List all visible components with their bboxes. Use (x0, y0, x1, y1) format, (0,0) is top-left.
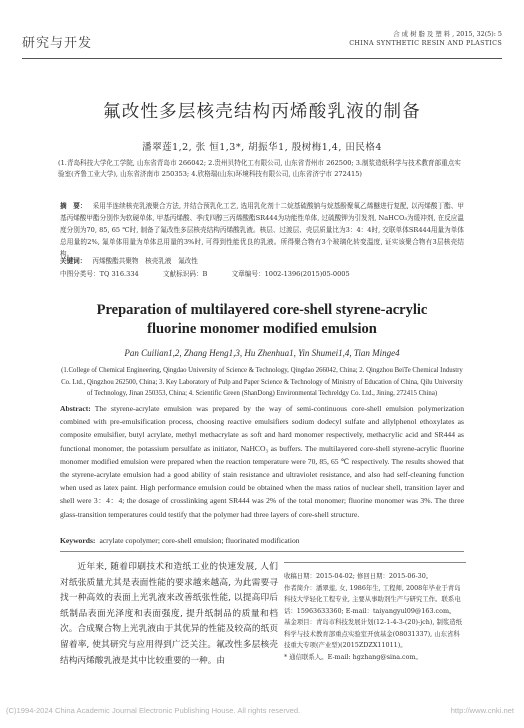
cn-abstract-text: 采用半连续核壳乳液聚合方法, 并结合预乳化工艺, 选用乳化剂十二烷基硫酸钠与烷基酚聚氧乙烯醚进行复配, 以丙烯酸丁酯、甲基丙烯酸甲酯分别作为软硬单体, 甲基丙烯酸、季戊四醇三丙烯酸酯SR444为功能性单体, 过硫酸钾为引发剂, NaHCO₃为缓冲剂, 在反应温度分别为70, 85, 65 ℃时, 制备了氟改性多层核壳结构丙烯酸乳液。核层、过渡层、壳层质量比为3：4：4时, 交联单体SR444用量为单体总用量的2%, 氟单体用量为单体总用量的3%时, 可得到性能优良的乳液。所得聚合物有3个玻璃化转变温度, 证实该聚合物有3层核壳结构。 (60, 202, 464, 258)
en-authors: Pan Cuilian1,2, Zhang Heng1,3, Hu Zhenhua1, Yin Shumei1,4, Tian Minge4 (124, 348, 400, 358)
body-divider (60, 551, 464, 552)
en-abstract-text: The styrene-acrylate emulsion was prepared by the way of semi-continuous core-shell emulsion polymerization combined with pre-emulsification process, choosing reactive emulsifiers sodium dodecyl sulfate and allylphenol ethoxylates as composite emulsifier, butyl acrylate, methyl methacrylate as soft and hard monomer respectively, methacrylic acid and SR444 as functional monomer, the potassium persulfate as initiator, NaHCO₃ as buffers. The multilayered core-shell styrene-acrylic fluorine monomer modified emulsion were prepared when the reaction temperature were 70, 85, 65 ℃ respectively. The results showed that the styrene-acrylate emulsion had a good ability of stain resistance and ultraviolet resistance, and also had self-cleaning function when used as latex paint. High performance emulsion could be obtained when the mass ratios of nuclear shell, transition layer and shell were 3：4：4; the dosage of crosslinking agent SR444 was 2% of the total monomer; fluorine monomer was 3%. The three glass-transition temperatures could testify that the polymer had three layers of core-shell structure. (60, 404, 464, 519)
en-keywords-text: acrylate copolymer; core-shell emulsion; fluorinated modification (99, 536, 300, 545)
journal-info (349, 30, 502, 48)
cn-keywords (60, 255, 464, 265)
footer-copyright: (C)1994-2024 China Academic Journal Electronic Publishing House. All rights reserved. (6, 706, 301, 715)
article-label: 文章编号： (231, 270, 265, 278)
en-title (0, 301, 524, 339)
page-header (22, 28, 502, 56)
cn-authors: 潘翠莲1,2, 张 恒1,3*, 胡振华1, 殷树梅1,4, 田民格4 (142, 142, 382, 153)
clc-label: 中图分类号： (60, 270, 100, 278)
cn-abstract (60, 200, 464, 260)
en-keywords (60, 536, 464, 545)
footnote-bio: 作者简介：潘翠莲, 女, 1986年生, 工程师, 2008年毕业于青岛科技大学轻化工程专业, 主要从事助剂生产与研究工作。联系电话：15963633360; E-mail：taiyangyul09@163.com。 (284, 583, 461, 615)
en-abstract (60, 402, 464, 521)
en-keywords-label: Keywords: (60, 536, 96, 545)
footnote-divider (284, 562, 466, 563)
journal-en: CHINA SYNTHETIC RESIN AND PLASTICS (349, 39, 502, 47)
en-affiliation: (1.College of Chemical Engineering, Qingdao University of Science & Technology, Qingdao 266042, China; 2. Qingzhou BeiTe Chemical Industry Co. Ltd., Qingzhou 262500, China; 3. Key Laboratory of Pulp and Paper Science & Technology of Ministry of Education of China, Qilu University of Technology, Jinan 250353, China; 4. Scientific Green (ShanDong) Environmental Techreldgy Co. Ltd., Jining, 272415 China) (61, 367, 463, 397)
footnote-fund: 基金项目：青岛市科技发展计划(12-1-4-3-(20)-jch), 制浆造纸科学与技术教育部重点实验室开放基金(08031337), 山东省科技重大专项(产业型)(2015ZDZX11011)。 (284, 618, 463, 649)
en-abstract-label: Abstract: (60, 404, 91, 413)
footnote-block (284, 562, 466, 663)
clc-value: TQ 316.334 (99, 270, 139, 278)
cn-affiliation: (1.青岛科技大学化工学院, 山东省青岛市 266042; 2.贵州贝特化工有限公司, 山东省青州市 262500; 3.制浆造纸科学与技术教育部重点实验室(齐鲁工业大学), 山东省济南市 250353; 4.欣格瑞(山东)环境科技有限公司, 山东省济宁市 272415) (58, 159, 461, 178)
cn-abstract-label: 摘 要： (60, 202, 87, 210)
section-name: 研究与开发 (22, 36, 93, 51)
footnote-corresponding: * 通信联系人。E-mail: hgzhang@sina.com。 (284, 652, 422, 661)
cn-keywords-label: 关键词： (60, 257, 87, 265)
en-title-line1: Preparation of multilayered core-shell styrene-acrylic (96, 302, 428, 318)
footer-url[interactable]: http://www.cnki.net (450, 706, 514, 715)
copyright-footer (0, 705, 524, 719)
journal-cn: 合 成 树 脂 及 塑 料 , 2015, 32(5): 5 (393, 30, 502, 38)
cn-classification (60, 268, 464, 278)
cn-title: 氟改性多层核壳结构丙烯酸乳液的制备 (103, 102, 421, 122)
doc-value: B (202, 270, 208, 278)
article-value: 1002-1396(2015)05-0005 (264, 270, 350, 278)
en-title-line2: fluorine monomer modified emulsion (147, 321, 377, 337)
body-paragraph: 近年来, 随着印刷技术和造纸工业的快速发展, 人们对纸张质量尤其是表面性能的要求越来越高, 为此需要寻找一种高效的表面上光乳液来改善纸张性能, 以提高印后纸制品表面光泽度和表面强度, 提升纸制品的质量和档次。合成聚合物上光乳液由于其优异的性能及较高的纸页留着率, 使其研究与应用得到广泛关注。氟改性多层核壳结构丙烯酸乳液是其中比较重要的一种。由 (60, 562, 278, 666)
doc-label: 文献标识码： (162, 270, 203, 278)
header-divider (22, 58, 502, 59)
cn-keywords-text: 丙烯酸酯共聚物 核壳乳液 氟改性 (92, 257, 198, 265)
footnote-received: 收稿日期：2015-04-02; 修回日期：2015-06-30。 (284, 572, 433, 580)
